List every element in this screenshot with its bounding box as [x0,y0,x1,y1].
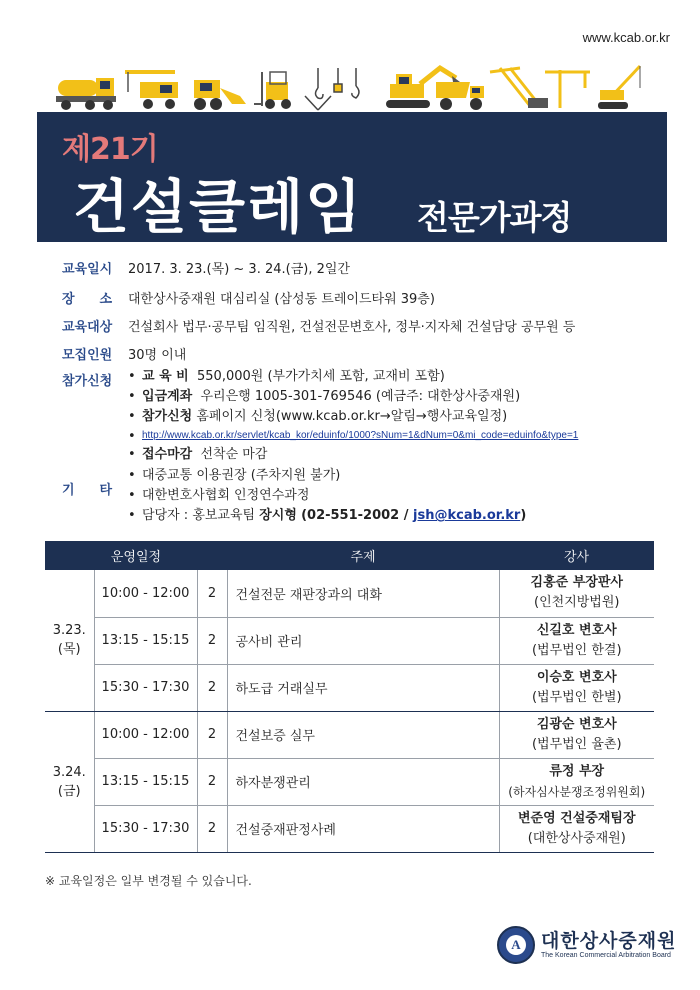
session-topic: 하자분쟁관리 [227,758,499,805]
capacity-value: 30명 이내 [128,348,187,363]
session-time: 15:30 - 17:30 [94,805,197,852]
day-cell: 3.24. (금) [45,711,94,852]
fee-item: • 교 육 비 550,000원 (부가가치세 포함, 교재비 포함) [128,367,578,387]
session-time: 13:15 - 15:15 [94,758,197,805]
kcab-logo[interactable] [497,924,677,968]
table-row [45,617,654,664]
session-instructor: 김홍준 부장판사 (인천지방법원) [499,570,654,617]
etc-label: 기 타 [62,483,112,498]
place-value: 대한상사중재원 대심리실 (삼성동 트레이드타워 39층) [128,292,435,307]
contact-email[interactable]: jsh@kcab.or.kr [413,508,521,523]
session-time: 10:00 - 12:00 [94,711,197,758]
construction-machinery-illustration [0,58,700,118]
signup-link[interactable]: • http://www.kcab.or.kr/servlet/kcab_kor/eduinfo/1000?sNum=1&dNum=0&mi_code=eduinfo&type=1 [142,430,579,441]
contact-name: 장시형 [259,508,297,523]
signup-item: • 참가신청 홈페이지 신청(www.kcab.or.kr→알림→행사교육일정) [128,407,578,427]
course-edition: 제21기 [62,132,158,167]
site-url[interactable]: www.kcab.or.kr [582,30,670,45]
crane-base-icon [528,98,548,108]
session-hours: 2 [197,664,227,711]
etc-item: • 대한변호사협회 인정연수과정 [128,486,526,506]
session-time: 15:30 - 17:30 [94,664,197,711]
session-topic: 건설중재판정사례 [227,805,499,852]
apply-label: 참가신청 [62,374,113,389]
course-subtitle: 전문가과정 [417,198,572,237]
session-instructor: 김광순 변호사 (법무법인 율촌) [499,711,654,758]
table-row [45,805,654,852]
signup-link-item [128,427,578,445]
session-hours: 2 [197,570,227,617]
table-row [45,711,654,758]
session-topic: 건설전문 재판장과의 대화 [227,570,499,617]
etc-list [128,466,526,526]
crane-truck-icon [125,72,178,109]
session-hours: 2 [197,617,227,664]
crawler-crane-icon [598,66,640,109]
header-instructor: 강사 [499,541,654,570]
session-instructor: 신길호 변호사 (법무법인 한결) [499,617,654,664]
tower-crane-icon-2 [545,70,590,108]
session-time: 13:15 - 15:15 [94,617,197,664]
session-instructor: 변준영 건설중재팀장 (대한상사중재원) [499,805,654,852]
dump-truck-icon [436,82,484,110]
place-label: 장 소 [62,292,112,307]
session-hours: 2 [197,758,227,805]
session-topic: 건설보증 실무 [227,711,499,758]
session-hours: 2 [197,711,227,758]
contact-item: • 담당자 : 홍보교육팀 장시형 (02-551-2002 / jsh@kcab.or.kr) [128,506,526,526]
etc-item: • 대중교통 이용권장 (주차지원 불가) [128,466,526,486]
kcab-seal-icon: A [497,926,535,964]
schedule-header-row [45,541,654,570]
header-schedule: 운영일정 [45,541,227,570]
table-row [45,570,654,617]
deadline-item: • 접수마감 선착순 마감 [128,445,578,465]
schedule-change-note: ※ 교육일정은 일부 변경될 수 있습니다. [45,874,252,888]
session-time: 10:00 - 12:00 [94,570,197,617]
logo-english-name: The Korean Commercial Arbitration Board [541,952,671,959]
logo-korean-name: 대한상사중재원 [541,930,677,952]
forklift-icon [254,72,291,109]
capacity-label: 모집인원 [62,348,113,363]
account-item: • 입금계좌 우리은행 1005-301-769546 (예금주: 대한상사중재원) [128,387,578,407]
table-row [45,664,654,711]
loader-icon [194,80,246,110]
session-topic: 공사비 관리 [227,617,499,664]
apply-list [128,367,578,465]
table-row [45,758,654,805]
date-value: 2017. 3. 23.(목) ~ 3. 24.(금), 2일간 [128,262,350,277]
crane-hooks-icon [305,68,359,110]
schedule-table [45,541,654,853]
target-value: 건설회사 법무·공무팀 임직원, 건설전문변호사, 정부·지자체 건설담당 공무원 등 [128,320,576,335]
session-instructor: 이승호 변호사 (법무법인 한별) [499,664,654,711]
day-cell: 3.23. (목) [45,570,94,711]
course-title-banner [37,112,667,242]
session-hours: 2 [197,805,227,852]
session-instructor: 류정 부장 (하자심사분쟁조정위원회) [499,758,654,805]
session-topic: 하도급 거래실무 [227,664,499,711]
course-title: 건설클레임 [73,173,364,241]
header-topic: 주제 [227,541,499,570]
mixer-truck-icon [56,78,116,110]
target-label: 교육대상 [62,320,113,335]
date-label: 교육일시 [62,262,113,277]
